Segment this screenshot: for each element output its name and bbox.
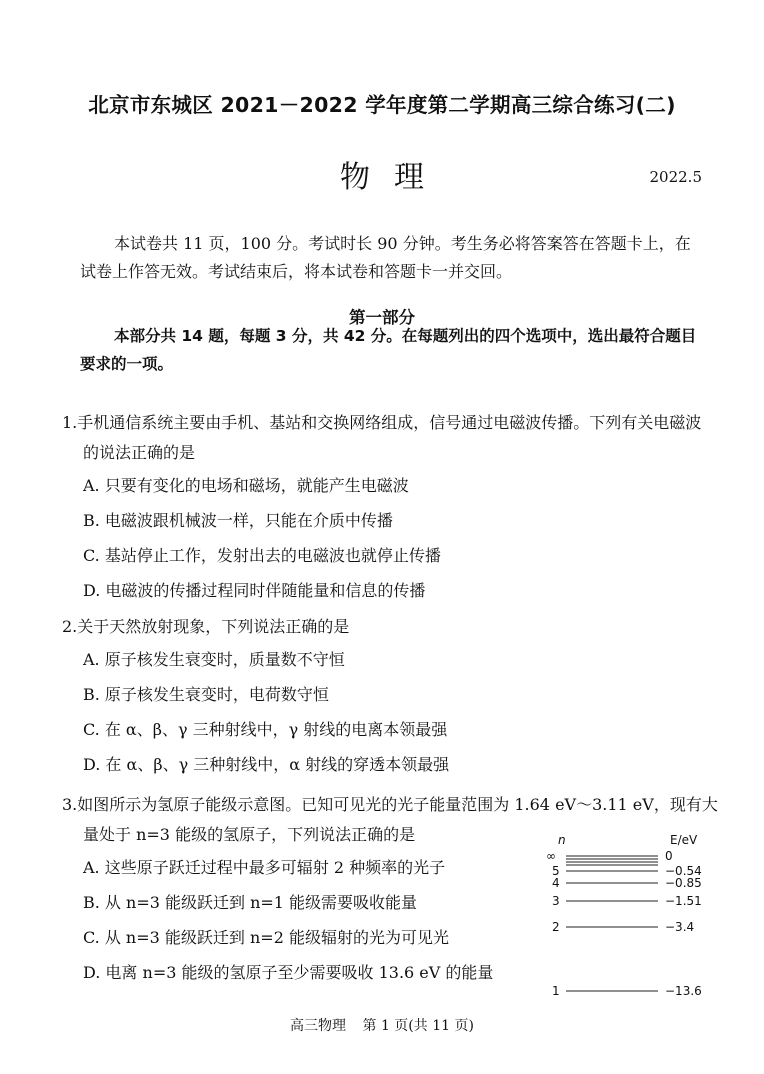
question-1 xyxy=(62,408,712,608)
option-a: A. 只要有变化的电场和磁场，就能产生电磁波 xyxy=(83,476,409,495)
question-2 xyxy=(62,612,712,782)
level-energy-label-0: 0 xyxy=(665,849,673,863)
energy-axis-header: E/eV xyxy=(670,833,698,847)
exam-title: 北京市东城区 2021－2022 学年度第二学期高三综合练习(二) xyxy=(88,93,676,117)
energy-levels xyxy=(546,849,702,998)
level-n-label-3: 3 xyxy=(552,894,560,908)
level-energy-label-5: −13.6 xyxy=(665,984,702,998)
level-n-label-0: ∞ xyxy=(546,849,556,863)
question-number: 1. xyxy=(62,413,78,432)
option-d: D. 在 α、β、γ 三种射线中，α 射线的穿透本领最强 xyxy=(83,755,450,774)
level-energy-label-4: −3.4 xyxy=(665,920,695,934)
option-a: A. 原子核发生衰变时，质量数不守恒 xyxy=(83,650,345,669)
question-text: 关于天然放射现象，下列说法正确的是 xyxy=(77,617,350,636)
option-c: C. 基站停止工作，发射出去的电磁波也就停止传播 xyxy=(83,546,441,565)
option-b: B. 从 n=3 能级跃迁到 n=1 能级需要吸收能量 xyxy=(83,893,418,912)
option-b: B. 电磁波跟机械波一样，只能在介质中传播 xyxy=(83,511,393,530)
question-stem xyxy=(62,612,712,642)
footer-course: 高三物理 xyxy=(290,1018,347,1034)
question-text: 手机通信系统主要由手机、基站和交换网络组成，信号通过电磁波传播。下列有关电磁波的说法正确的是 xyxy=(77,413,702,462)
part-instruction: 本部分共 14 题，每题 3 分，共 42 分。在每题列出的四个选项中，选出最符合题目要求的一项。 xyxy=(80,327,697,373)
part-title: 第一部分 xyxy=(349,308,415,327)
question-stem xyxy=(62,408,712,468)
level-n-label-4: 2 xyxy=(552,920,560,934)
level-n-label-1: 5 xyxy=(552,864,560,878)
subject-title: 物理 xyxy=(340,160,448,195)
n-axis-header: n xyxy=(558,833,566,847)
hydrogen-energy-level-diagram xyxy=(540,826,730,1006)
page-footer xyxy=(0,1015,764,1035)
option-a: A. 这些原子跃迁过程中最多可辐射 2 种频率的光子 xyxy=(83,858,446,877)
level-energy-label-1: −0.54 xyxy=(665,864,702,878)
option-d: D. 电离 n=3 能级的氢原子至少需要吸收 13.6 eV 的能量 xyxy=(83,963,494,982)
level-energy-label-2: −0.85 xyxy=(665,876,702,890)
question-number: 2. xyxy=(62,617,78,636)
level-n-label-2: 4 xyxy=(552,876,560,890)
option-c: C. 从 n=3 能级跃迁到 n=2 能级辐射的光为可见光 xyxy=(83,928,449,947)
question-text: 如图所示为氢原子能级示意图。已知可见光的光子能量范围为 1.64 eV～3.11 eV，现有大量处于 n=3 能级的氢原子，下列说法正确的是 xyxy=(77,795,718,844)
exam-date: 2022.5 xyxy=(649,168,702,186)
exam-instructions: 本试卷共 11 页，100 分。考试时长 90 分钟。考生务必将答案答在答题卡上，在试卷上作答无效。考试结束后，将本试卷和答题卡一并交回。 xyxy=(80,234,691,281)
question-number: 3. xyxy=(62,795,78,814)
level-energy-label-3: −1.51 xyxy=(665,894,702,908)
footer-page-number: 第 1 页(共 11 页) xyxy=(362,1018,474,1034)
level-n-label-5: 1 xyxy=(552,984,560,998)
option-b: B. 原子核发生衰变时，电荷数守恒 xyxy=(83,685,329,704)
option-d: D. 电磁波的传播过程同时伴随能量和信息的传播 xyxy=(83,581,426,600)
option-c: C. 在 α、β、γ 三种射线中，γ 射线的电离本领最强 xyxy=(83,720,448,739)
